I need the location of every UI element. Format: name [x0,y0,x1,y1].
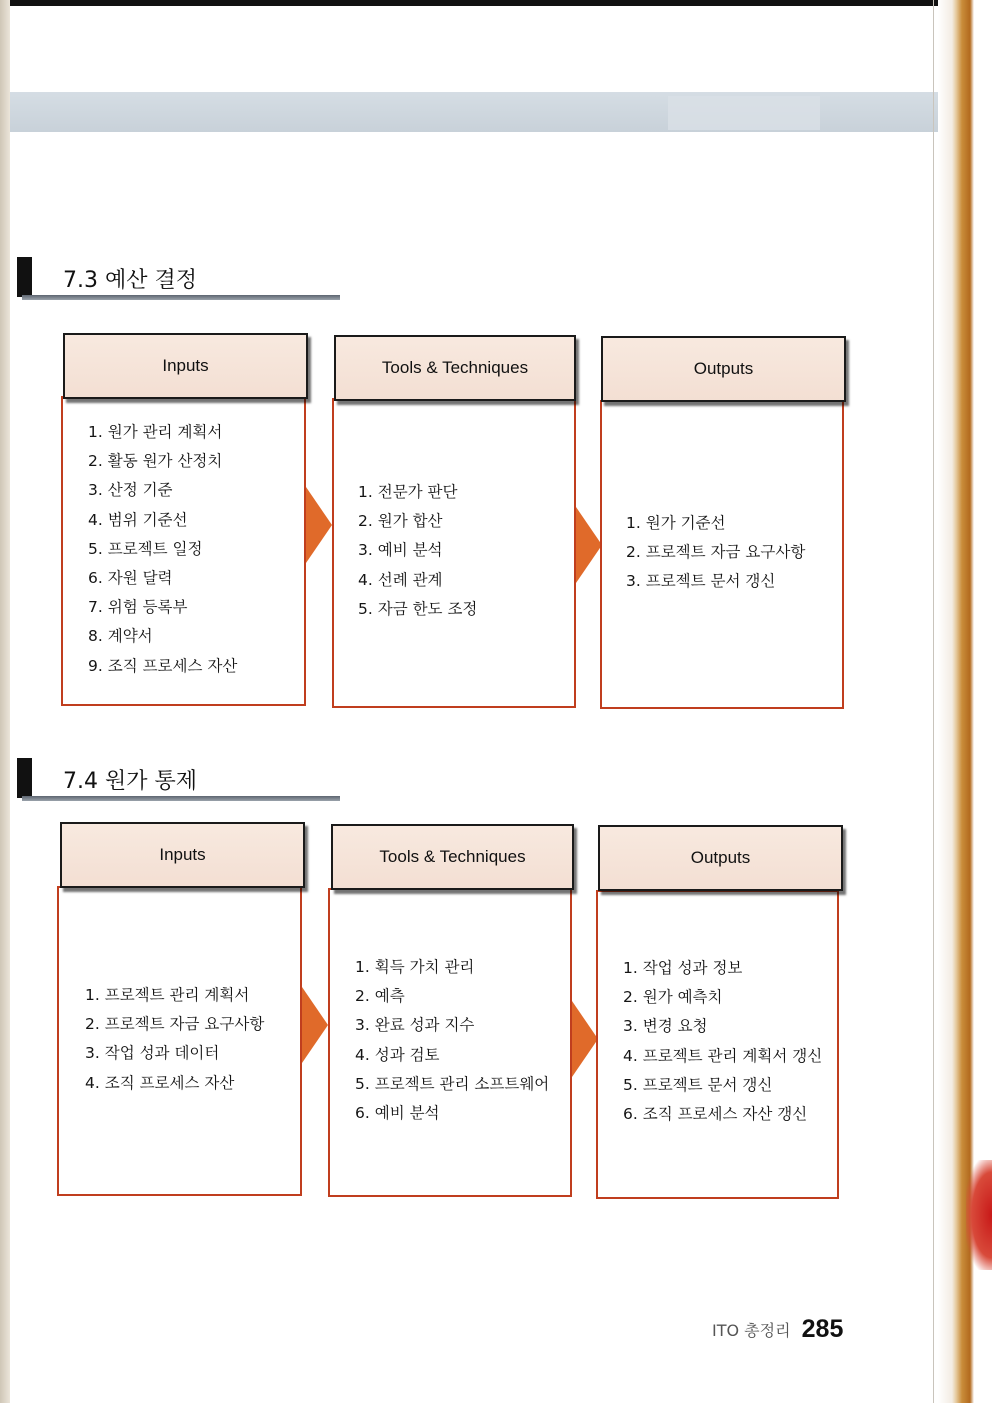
chapter-tab [966,1160,992,1270]
list-item: 5. 자금 한도 조정 [358,599,478,618]
list-item: 5. 프로젝트 문서 갱신 [623,1075,773,1094]
heading-bar [17,257,32,297]
list-item: 3. 산정 기준 [88,481,173,500]
outputs-header: Outputs [601,336,846,402]
list-item: 4. 프로젝트 관리 계획서 갱신 [623,1046,823,1065]
list-item: 6. 예비 분석 [355,1104,440,1123]
list-item: 3. 변경 요청 [623,1017,708,1036]
tools-header: Tools & Techniques [334,335,576,401]
list-item: 1. 전문가 판단 [358,483,458,501]
list-item: 1. 획득 가치 관리 [355,958,475,976]
outputs-list [623,954,822,1129]
header-band-ghost [668,96,820,130]
tools-list [358,478,477,624]
flow-arrow-icon [302,987,328,1063]
page-number: 285 [801,1315,844,1343]
list-item: 3. 작업 성과 데이터 [85,1044,220,1063]
list-item: 4. 조직 프로세스 자산 [85,1073,235,1092]
list-item: 4. 성과 검토 [355,1045,440,1064]
page-left-edge [0,0,10,1403]
heading-underline [22,295,340,300]
section-heading-cost-control [17,758,347,802]
page-edge-line [933,0,934,1403]
list-item: 4. 선례 관계 [358,570,443,589]
page-top-edge [0,0,992,6]
inputs-header: Inputs [63,333,308,399]
list-item: 2. 원가 합산 [358,512,443,531]
list-item: 2. 활동 원가 산정치 [88,452,223,471]
heading-bar [17,758,32,798]
list-item: 1. 원가 기준선 [626,514,726,532]
list-item: 1. 프로젝트 관리 계획서 [85,986,250,1004]
tools-list [355,953,549,1128]
list-item: 1. 작업 성과 정보 [623,959,743,977]
list-item: 3. 프로젝트 문서 갱신 [626,572,776,591]
running-title: ITO 총정리 [712,1321,791,1340]
list-item: 2. 원가 예측치 [623,988,723,1007]
list-item: 5. 프로젝트 일정 [88,539,203,558]
list-item: 2. 예측 [355,987,405,1006]
list-item: 2. 프로젝트 자금 요구사항 [85,1015,265,1034]
inputs-list [85,981,264,1098]
section-heading-budget [17,257,347,301]
list-item: 4. 범위 기준선 [88,510,188,529]
list-item: 5. 프로젝트 관리 소프트웨어 [355,1074,550,1093]
list-item: 6. 조직 프로세스 자산 갱신 [623,1105,808,1124]
page-footer [712,1315,843,1344]
list-item: 1. 원가 관리 계획서 [88,423,223,441]
inputs-header: Inputs [60,822,305,888]
list-item: 3. 예비 분석 [358,541,443,560]
list-item: 7. 위험 등록부 [88,598,188,617]
list-item: 3. 완료 성과 지수 [355,1016,475,1035]
section-title: 7.3 예산 결정 [63,268,197,293]
outputs-list [626,509,805,597]
section-title: 7.4 원가 통제 [63,769,197,794]
flow-arrow-icon [572,1001,598,1077]
flow-arrow-icon [576,507,602,583]
inputs-list [88,418,237,681]
list-item: 9. 조직 프로세스 자산 [88,656,238,675]
tools-header: Tools & Techniques [331,824,574,890]
list-item: 8. 계약서 [88,627,153,646]
outputs-header: Outputs [598,825,843,891]
list-item: 2. 프로젝트 자금 요구사항 [626,543,806,562]
list-item: 6. 자원 달력 [88,569,173,588]
flow-arrow-icon [306,487,332,563]
heading-underline [22,796,340,801]
